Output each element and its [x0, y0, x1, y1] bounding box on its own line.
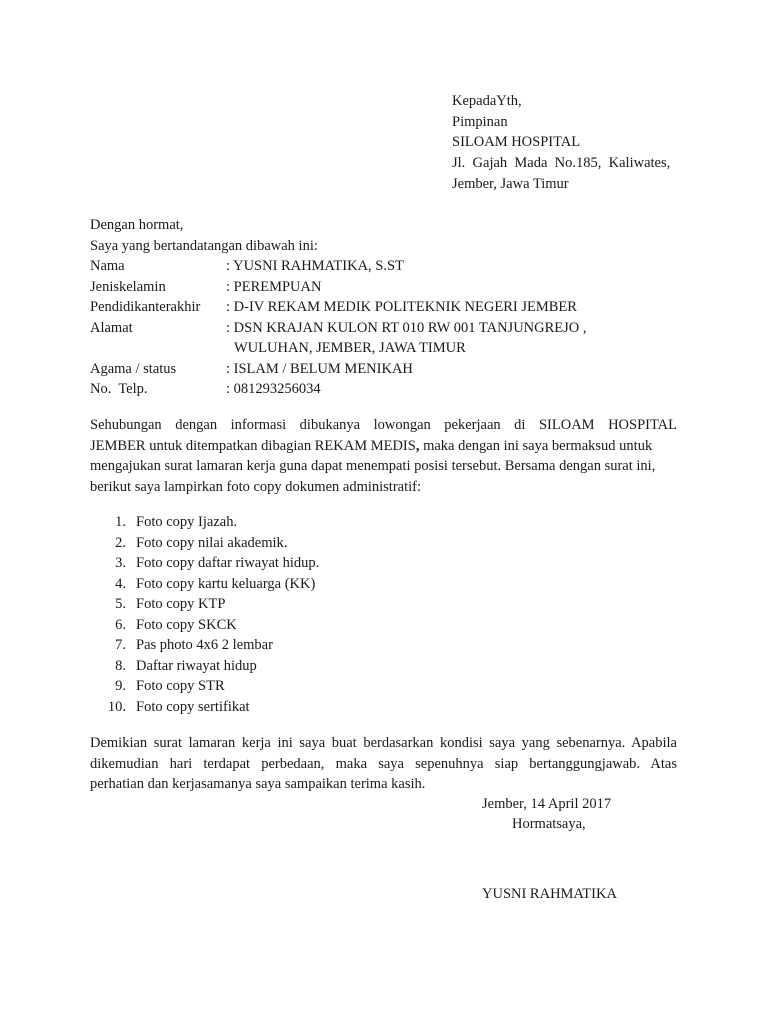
label-pendidikan: Pendidikanterakhir — [90, 299, 201, 315]
list-item-number: 4. — [115, 576, 126, 592]
recipient-line-4: Jl. Gajah Mada No.185, Kaliwates, — [452, 155, 671, 171]
list-item-number: 9. — [115, 678, 126, 694]
list-item-number: 2. — [115, 535, 126, 551]
list-item-text: Foto copy STR — [136, 678, 225, 694]
paragraph-application-line-4: berikut saya lampirkan foto copy dokumen administratif: — [90, 479, 422, 495]
list-item-number: 1. — [115, 514, 126, 530]
paragraph-closing-line-3: perhatian dan kerjasamanya saya sampaikan terima kasih. — [90, 776, 426, 792]
list-item-text: Foto copy sertifikat — [136, 699, 250, 715]
list-item-number: 7. — [115, 637, 126, 653]
paragraph-application-line-2c: maka dengan ini saya bermaksud untuk — [419, 438, 653, 454]
list-item-text: Foto copy Ijazah. — [136, 514, 238, 530]
intro-line: Saya yang bertandatangan dibawah ini: — [90, 238, 318, 254]
label-nama: Nama — [90, 258, 125, 274]
list-item-text: Pas photo 4x6 2 lembar — [136, 637, 273, 653]
list-item-text: Foto copy nilai akademik. — [136, 535, 288, 551]
label-alamat: Alamat — [90, 320, 133, 336]
recipient-line-1: KepadaYth, — [452, 93, 522, 109]
paragraph-application-line-3: mengajukan surat lamaran kerja guna dapat menempati posisi tersebut. Bersama dengan surat ini, — [90, 458, 656, 474]
value-pendidikan: : D-IV REKAM MEDIK POLITEKNIK NEGERI JEMBER — [226, 299, 577, 315]
value-telp: : 081293256034 — [226, 381, 321, 397]
signer-name: YUSNI RAHMATIKA — [482, 886, 617, 902]
paragraph-application-line-1: Sehubungan dengan informasi dibukanya lowongan pekerjaan di SILOAM HOSPITAL — [90, 417, 677, 433]
list-item-text: Foto copy kartu keluarga (KK) — [136, 576, 316, 592]
list-item-number: 10. — [107, 699, 126, 715]
list-item-number: 6. — [115, 617, 126, 633]
label-telp: No. Telp. — [90, 381, 148, 397]
recipient-line-3: SILOAM HOSPITAL — [452, 134, 581, 150]
paragraph-closing-line-2: dikemudian hari terdapat perbedaan, maka saya sepenuhnya siap bertanggungjawab. Atas — [90, 756, 677, 772]
list-item-text: Foto copy daftar riwayat hidup. — [136, 555, 320, 571]
list-item-text: Daftar riwayat hidup — [136, 658, 257, 674]
paragraph-application-line-2 — [90, 438, 652, 455]
recipient-line-2: Pimpinan — [452, 114, 508, 130]
paragraph-application-line-2a: JEMBER untuk ditempatkan dibagian REKAM MEDIS — [90, 438, 416, 454]
value-alamat-line2: WULUHAN, JEMBER, JAWA TIMUR — [234, 340, 466, 356]
list-item-text: Foto copy KTP — [136, 596, 226, 612]
list-item-number: 5. — [115, 596, 126, 612]
value-alamat-line1: : DSN KRAJAN KULON RT 010 RW 001 TANJUNGREJO , — [226, 320, 587, 336]
greeting: Dengan hormat, — [90, 217, 184, 233]
value-nama: : YUSNI RAHMATIKA, S.ST — [226, 258, 404, 274]
recipient-line-5: Jember, Jawa Timur — [452, 176, 569, 192]
paragraph-application-comma: , — [415, 438, 420, 454]
label-jenis-kelamin: Jeniskelamin — [90, 279, 166, 295]
list-item-number: 3. — [115, 555, 126, 571]
list-item-text: Foto copy SKCK — [136, 617, 237, 633]
label-agama: Agama / status — [90, 361, 177, 377]
value-jenis-kelamin: : PEREMPUAN — [226, 279, 322, 295]
list-item-number: 8. — [115, 658, 126, 674]
value-agama: : ISLAM / BELUM MENIKAH — [226, 361, 413, 377]
place-date: Jember, 14 April 2017 — [482, 796, 612, 812]
closing-salutation: Hormatsaya, — [512, 816, 586, 832]
paragraph-closing-line-1: Demikian surat lamaran kerja ini saya buat berdasarkan kondisi saya yang sebenarnya. Apabila — [90, 735, 677, 751]
